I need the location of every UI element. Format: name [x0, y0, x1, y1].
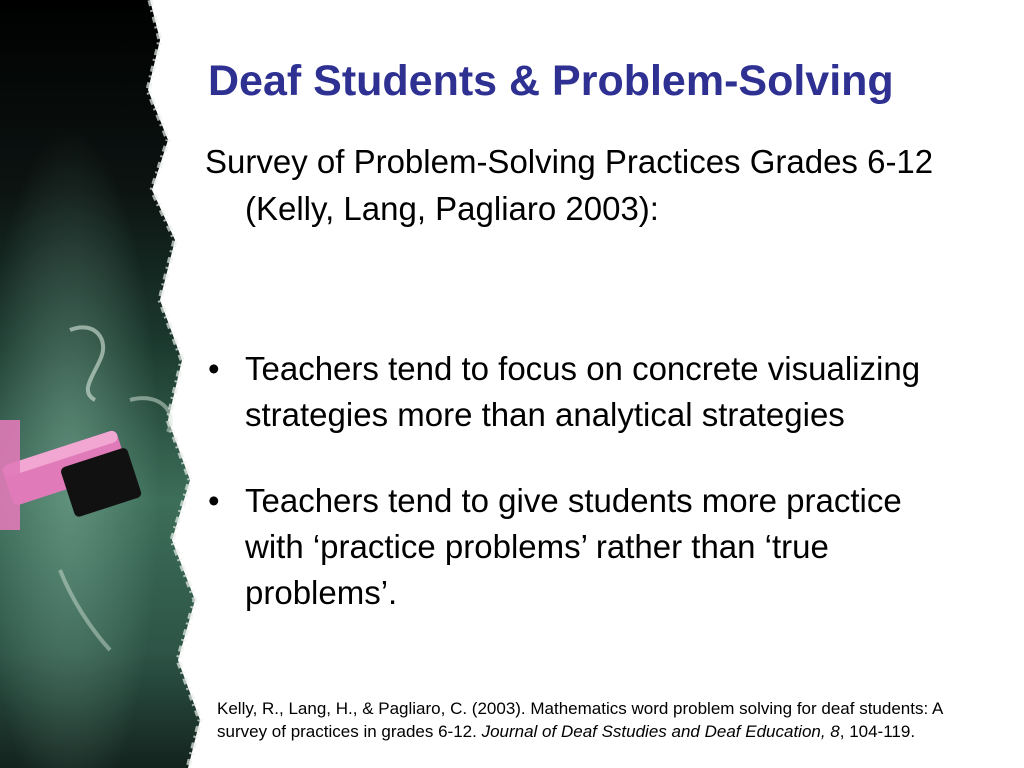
- bullet-marker: •: [208, 350, 220, 387]
- bullet-item: [205, 478, 965, 616]
- reference-journal: Journal of Deaf Sstudies and Deaf Education, 8: [481, 722, 840, 741]
- survey-description: Survey of Problem-Solving Practices Grades 6-12 (Kelly, Lang, Pagliaro 2003):: [205, 143, 934, 227]
- bullet-text: Teachers tend to focus on concrete visualizing strategies more than analytical strategies: [245, 350, 921, 433]
- slide-title: Deaf Students & Problem-Solving: [208, 57, 894, 105]
- bullet-list: [205, 346, 965, 656]
- bullet-text: Teachers tend to give students more practice with ‘practice problems’ rather than ‘true problems’.: [245, 482, 902, 611]
- chalkboard-image: [0, 0, 215, 768]
- bullet-marker: •: [208, 482, 220, 519]
- reference-authors: Kelly, R., Lang, H., & Pagliaro, C. (2003). Mathematics word problem solving for deaf students: A survey of practices in grades 6-12.: [217, 699, 943, 741]
- bullet-item: [205, 346, 965, 438]
- reference-citation: [217, 697, 977, 743]
- reference-pages: , 104-119.: [839, 722, 916, 741]
